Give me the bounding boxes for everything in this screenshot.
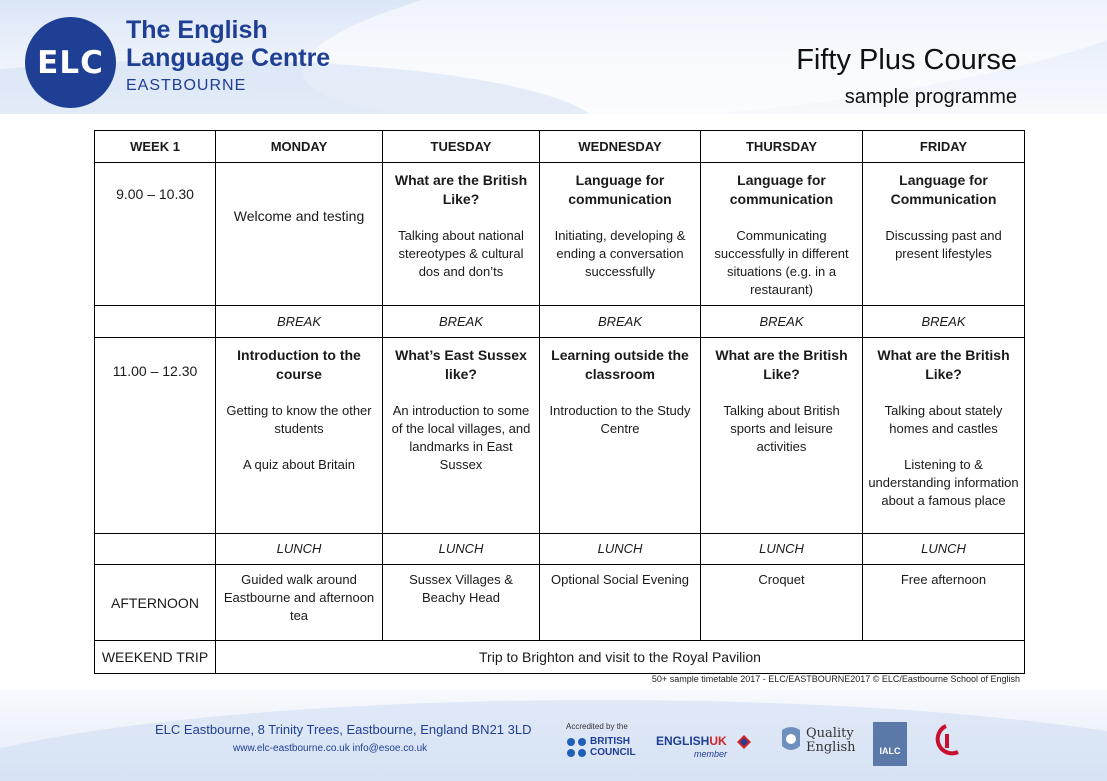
brand-name-line1: The English bbox=[126, 16, 268, 44]
british-council-icon bbox=[566, 737, 588, 759]
cell-thursday-afternoon: Croquet bbox=[701, 565, 863, 641]
table-row-weekend bbox=[95, 641, 1025, 674]
session-description: Initiating, developing & ending a conversation successfully bbox=[554, 228, 686, 279]
session-description: An introduction to some of the local villages, and landmarks in East Sussex bbox=[391, 403, 531, 472]
lunch-label: LUNCH bbox=[383, 534, 540, 565]
column-header-wednesday: WEDNESDAY bbox=[540, 131, 701, 163]
time-label: AFTERNOON bbox=[111, 594, 199, 611]
cell-monday-late-morning bbox=[216, 338, 383, 534]
break-label: BREAK bbox=[540, 306, 701, 338]
cell-monday-afternoon: Guided walk around Eastbourne and afternoon tea bbox=[216, 565, 383, 641]
session-description: Talking about national stereotypes & cultural dos and don’ts bbox=[398, 228, 524, 279]
footer-address: ELC Eastbourne, 8 Trinity Trees, Eastbourne, England BN21 3LD bbox=[155, 722, 532, 737]
session-description: Communicating successfully in different situations (e.g. in a restaurant) bbox=[714, 228, 849, 297]
table-row bbox=[95, 163, 1025, 306]
empty-cell bbox=[95, 306, 216, 338]
cell-thursday-late-morning bbox=[701, 338, 863, 534]
break-label: BREAK bbox=[216, 306, 383, 338]
copyright-note: 50+ sample timetable 2017 - ELC/EASTBOURNE2017 © ELC/Eastbourne School of English bbox=[651, 674, 1020, 684]
lunch-label: LUNCH bbox=[216, 534, 383, 565]
english-network-logo-icon bbox=[928, 722, 970, 758]
session-description: Talking about British sports and leisure activities bbox=[723, 403, 840, 454]
session-title: Learning outside the classroom bbox=[551, 347, 689, 382]
elc-logo bbox=[25, 17, 116, 108]
table-header-row bbox=[95, 131, 1025, 163]
break-label: BREAK bbox=[701, 306, 863, 338]
session-title: Language for Communication bbox=[890, 172, 997, 207]
table-row-break bbox=[95, 306, 1025, 338]
ialc-logo: IALC bbox=[873, 722, 907, 766]
lunch-label: LUNCH bbox=[863, 534, 1025, 565]
column-header-tuesday: TUESDAY bbox=[383, 131, 540, 163]
break-label: BREAK bbox=[383, 306, 540, 338]
page-subtitle: sample programme bbox=[844, 86, 1017, 108]
quality-english-logo-text: Quality English bbox=[806, 726, 856, 755]
cell-wednesday-afternoon: Optional Social Evening bbox=[540, 565, 701, 641]
logo-text: ELC bbox=[37, 44, 104, 81]
session-title: What are the British Like? bbox=[715, 347, 848, 382]
session-description: Discussing past and present lifestyles bbox=[885, 228, 1002, 261]
quality-english-icon bbox=[778, 726, 804, 754]
session-title: Introduction to the course bbox=[237, 347, 361, 382]
lunch-label: LUNCH bbox=[540, 534, 701, 565]
session-title: Language for communication bbox=[568, 172, 672, 207]
empty-cell bbox=[95, 534, 216, 565]
cell-text: Welcome and testing bbox=[233, 208, 365, 224]
time-slot-afternoon bbox=[95, 565, 216, 641]
footer-contact: www.elc-eastbourne.co.uk info@esoe.co.uk bbox=[233, 743, 428, 754]
time-slot-late-morning bbox=[95, 338, 216, 534]
session-description: Listening to & understanding information about a famous place bbox=[868, 457, 1019, 508]
time-label: 9.00 – 10.30 bbox=[116, 186, 194, 202]
cell-wednesday-morning bbox=[540, 163, 701, 306]
column-header-week: WEEK 1 bbox=[95, 131, 216, 163]
session-title: What are the British Like? bbox=[394, 172, 528, 207]
cell-monday-morning bbox=[216, 163, 383, 306]
table-row bbox=[95, 338, 1025, 534]
cell-tuesday-late-morning bbox=[383, 338, 540, 534]
table-row bbox=[95, 565, 1025, 641]
session-description: Introduction to the Study Centre bbox=[549, 403, 691, 436]
time-slot-morning bbox=[95, 163, 216, 306]
cell-thursday-morning bbox=[701, 163, 863, 306]
cell-friday-afternoon: Free afternoon bbox=[863, 565, 1025, 641]
session-description: Talking about stately homes and castles bbox=[884, 403, 1003, 436]
brand-location: EASTBOURNE bbox=[126, 77, 247, 94]
accreditation-label: Accredited by the bbox=[566, 722, 628, 731]
english-uk-prefix: ENGLISH bbox=[656, 734, 710, 748]
cell-friday-morning bbox=[863, 163, 1025, 306]
session-description: A quiz about Britain bbox=[242, 457, 356, 472]
british-council-logo-text: BRITISH COUNCIL bbox=[590, 736, 636, 758]
english-uk-suffix: UK bbox=[709, 734, 727, 748]
session-title: What’s East Sussex like? bbox=[395, 347, 527, 382]
cell-friday-late-morning bbox=[863, 338, 1025, 534]
column-header-friday: FRIDAY bbox=[863, 131, 1025, 163]
session-title: Language for communication bbox=[729, 172, 834, 207]
english-uk-diamond-icon bbox=[737, 735, 751, 749]
session-description: Getting to know the other students bbox=[226, 403, 372, 436]
cell-tuesday-afternoon: Sussex Villages & Beachy Head bbox=[383, 565, 540, 641]
session-title: What are the British Like? bbox=[877, 347, 1010, 382]
break-label: BREAK bbox=[863, 306, 1025, 338]
lunch-label: LUNCH bbox=[701, 534, 863, 565]
english-uk-logo-text bbox=[656, 734, 727, 748]
brand-name-line2: Language Centre bbox=[126, 44, 331, 72]
cell-tuesday-morning bbox=[383, 163, 540, 306]
cell-wednesday-late-morning bbox=[540, 338, 701, 534]
timetable bbox=[94, 130, 1025, 674]
weekend-trip-label: WEEKEND TRIP bbox=[95, 641, 216, 674]
page-title: Fifty Plus Course bbox=[796, 44, 1017, 76]
column-header-thursday: THURSDAY bbox=[701, 131, 863, 163]
column-header-monday: MONDAY bbox=[216, 131, 383, 163]
table-row-lunch bbox=[95, 534, 1025, 565]
weekend-trip-description: Trip to Brighton and visit to the Royal Pavilion bbox=[216, 641, 1025, 674]
time-label: 11.00 – 12.30 bbox=[112, 363, 198, 379]
english-uk-member-label: member bbox=[694, 749, 728, 759]
